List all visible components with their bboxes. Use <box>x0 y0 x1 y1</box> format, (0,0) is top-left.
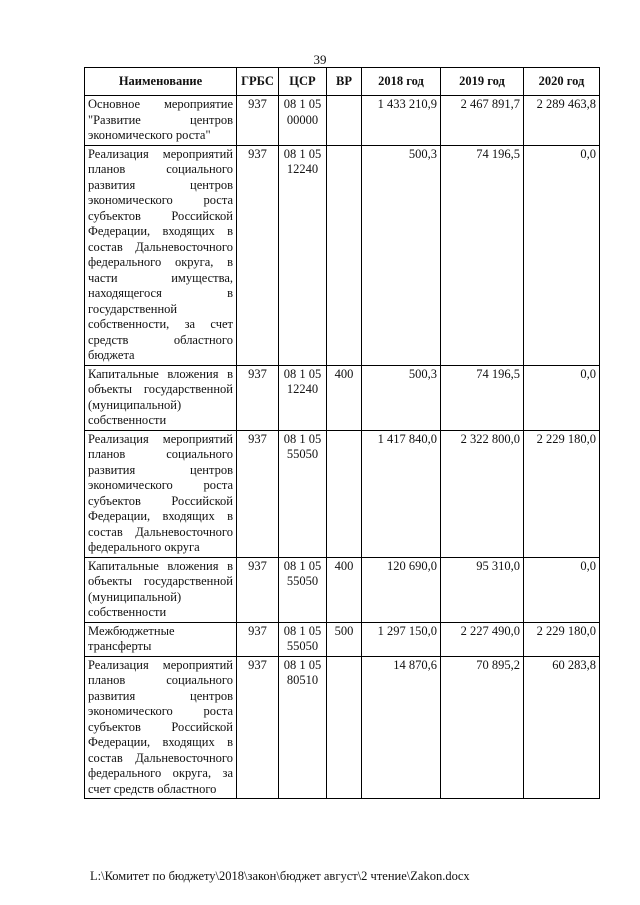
row-2020: 2 229 180,0 <box>524 622 600 656</box>
row-grbs: 937 <box>237 96 279 146</box>
row-csr: 08 1 05 55050 <box>279 622 327 656</box>
row-2018: 1 417 840,0 <box>362 430 441 557</box>
row-name: Реализация мероприятий планов социального развития центров экономического роста субъектов Российской Федерации, входящих в состав Дальневосточного федерального округа <box>85 430 237 557</box>
row-vr <box>327 656 362 799</box>
row-vr <box>327 145 362 365</box>
row-grbs: 937 <box>237 656 279 799</box>
row-2020: 0,0 <box>524 145 600 365</box>
table-row <box>85 656 600 799</box>
row-2018: 500,3 <box>362 145 441 365</box>
row-2018: 14 870,6 <box>362 656 441 799</box>
row-name: Основное мероприятие "Развитие центров экономического роста" <box>85 96 237 146</box>
row-2020: 2 289 463,8 <box>524 96 600 146</box>
row-2020: 0,0 <box>524 557 600 622</box>
header-2018: 2018 год <box>362 68 441 96</box>
row-2019: 95 310,0 <box>441 557 524 622</box>
table-row <box>85 622 600 656</box>
row-grbs: 937 <box>237 557 279 622</box>
row-grbs: 937 <box>237 145 279 365</box>
row-csr: 08 1 05 12240 <box>279 145 327 365</box>
header-2019: 2019 год <box>441 68 524 96</box>
row-vr: 400 <box>327 365 362 430</box>
row-2018: 120 690,0 <box>362 557 441 622</box>
row-grbs: 937 <box>237 430 279 557</box>
row-vr <box>327 96 362 146</box>
table-row <box>85 96 600 146</box>
row-csr: 08 1 05 55050 <box>279 557 327 622</box>
header-vr: ВР <box>327 68 362 96</box>
row-2020: 2 229 180,0 <box>524 430 600 557</box>
row-2018: 1 433 210,9 <box>362 96 441 146</box>
row-grbs: 937 <box>237 622 279 656</box>
table-row <box>85 430 600 557</box>
table-row <box>85 557 600 622</box>
row-name: Межбюджетные трансферты <box>85 622 237 656</box>
row-vr: 500 <box>327 622 362 656</box>
row-csr: 08 1 05 80510 <box>279 656 327 799</box>
row-2019: 2 322 800,0 <box>441 430 524 557</box>
row-name: Реализация мероприятий планов социального развития центров экономического роста субъектов Российской Федерации, входящих в состав Дальневосточного федерального округа, за счет средств областного <box>85 656 237 799</box>
row-2018: 500,3 <box>362 365 441 430</box>
table-row <box>85 365 600 430</box>
row-name: Реализация мероприятий планов социального развития центров экономического роста субъектов Российской Федерации, входящих в состав Дальневосточного федерального округа, в части имущества, находящегося в государственной собственности, за счет средств областного бюджета <box>85 145 237 365</box>
row-2020: 0,0 <box>524 365 600 430</box>
row-csr: 08 1 05 55050 <box>279 430 327 557</box>
row-2019: 74 196,5 <box>441 145 524 365</box>
table-header-row <box>85 68 600 96</box>
budget-table <box>84 67 600 799</box>
row-csr: 08 1 05 00000 <box>279 96 327 146</box>
row-name: Капитальные вложения в объекты государственной (муниципальной) собственности <box>85 365 237 430</box>
row-2018: 1 297 150,0 <box>362 622 441 656</box>
row-2019: 2 467 891,7 <box>441 96 524 146</box>
row-2020: 60 283,8 <box>524 656 600 799</box>
file-path-footer: L:\Комитет по бюджету\2018\закон\бюджет август\2 чтение\Zakon.docx <box>90 869 470 883</box>
row-2019: 70 895,2 <box>441 656 524 799</box>
header-name: Наименование <box>85 68 237 96</box>
header-2020: 2020 год <box>524 68 600 96</box>
row-vr: 400 <box>327 557 362 622</box>
header-csr: ЦСР <box>279 68 327 96</box>
row-csr: 08 1 05 12240 <box>279 365 327 430</box>
row-vr <box>327 430 362 557</box>
row-2019: 2 227 490,0 <box>441 622 524 656</box>
table-row <box>85 145 600 365</box>
row-name: Капитальные вложения в объекты государственной (муниципальной) собственности <box>85 557 237 622</box>
row-2019: 74 196,5 <box>441 365 524 430</box>
header-grbs: ГРБС <box>237 68 279 96</box>
row-grbs: 937 <box>237 365 279 430</box>
page-number: 39 <box>313 52 327 67</box>
